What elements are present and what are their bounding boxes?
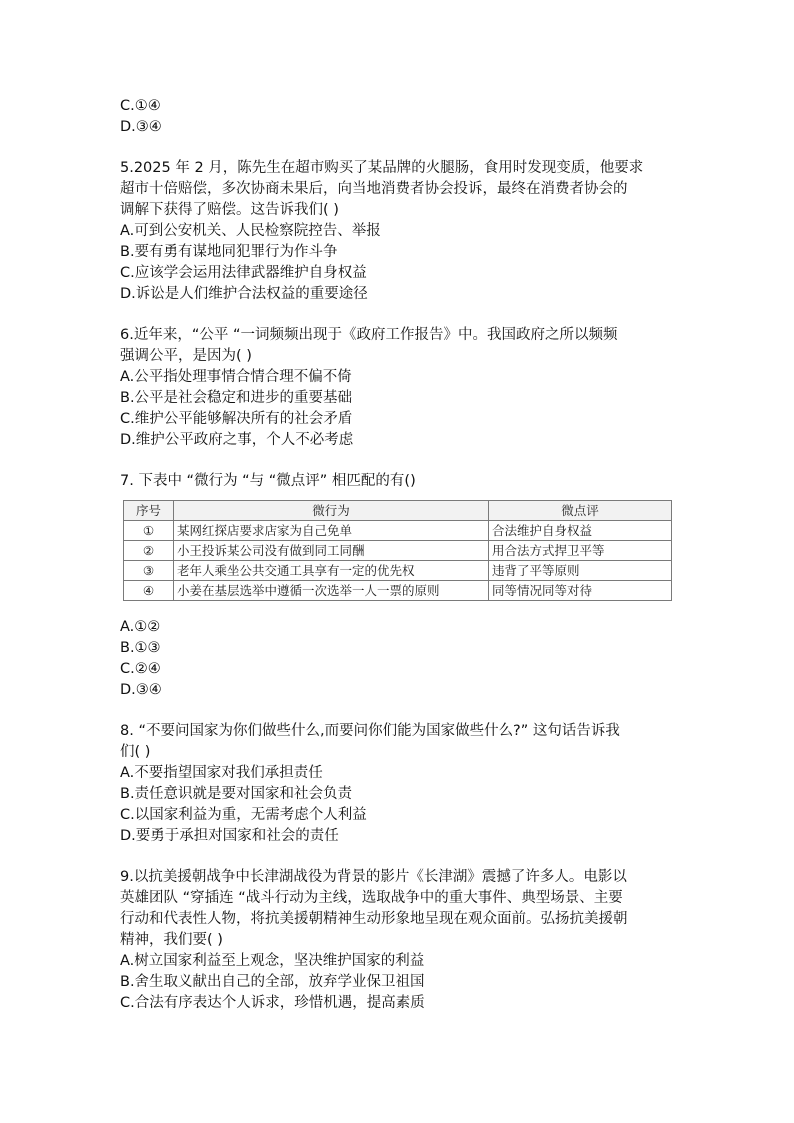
question-6-option-a: A.公平指处理事情合情合理不偏不倚	[120, 369, 352, 385]
question-9-option-c: C.合法有序表达个人诉求，珍惜机遇，提高素质	[120, 995, 425, 1011]
table-cell-behavior: 老年人乘坐公共交通工具享有一定的优先权	[174, 561, 489, 581]
table-cell-number: ①	[124, 521, 174, 541]
question-8-stem-line: 们( )	[120, 744, 151, 760]
table-cell-behavior: 小王投诉某公司没有做到同工同酬	[174, 541, 489, 561]
table-cell-comment: 合法维护自身权益	[489, 521, 672, 541]
table-cell-comment: 同等情况同等对待	[489, 581, 672, 601]
question-9-option-a: A.树立国家利益至上观念，坚决维护国家的利益	[120, 953, 425, 969]
question-6-stem-line: 强调公平，是因为( )	[120, 348, 252, 364]
question-8-stem-line: 8. “不要问国家为你们做些什么,而要问你们能为国家做些什么?” 这句话告诉我	[120, 723, 620, 739]
question-8-option-c: C.以国家利益为重，无需考虑个人利益	[120, 807, 367, 823]
question-5-stem-line: 超市十倍赔偿，多次协商未果后，向当地消费者协会投诉，最终在消费者协会的	[120, 181, 628, 197]
table-cell-number: ④	[124, 581, 174, 601]
table-cell-behavior: 小姜在基层选举中遵循一次选举一人一票的原则	[174, 581, 489, 601]
question-5-option-b: B.要有勇有谋地同犯罪行为作斗争	[120, 244, 338, 260]
option-d: D.③④	[120, 119, 162, 135]
question-5-option-a: A.可到公安机关、人民检察院控告、举报	[120, 223, 381, 239]
question-7-option-c: C.②④	[120, 661, 161, 677]
question-7-option-a: A.①②	[120, 619, 161, 635]
question-9-stem-line: 精神，我们要( )	[120, 932, 223, 948]
question-7-table	[123, 500, 672, 601]
question-5-stem-line: 调解下获得了赔偿。这告诉我们( )	[120, 202, 339, 218]
table-header-row	[124, 501, 672, 521]
question-9-option-b: B.舍生取义献出自己的全部，放弃学业保卫祖国	[120, 974, 425, 990]
question-9-stem-line: 9.以抗美援朝战争中长津湖战役为背景的影片《长津湖》震撼了许多人。电影以	[120, 869, 627, 885]
question-7-option-b: B.①③	[120, 640, 161, 656]
table-cell-number: ③	[124, 561, 174, 581]
question-8-option-b: B.责任意识就是要对国家和社会负责	[120, 786, 353, 802]
question-6-option-d: D.维护公平政府之事，个人不必考虑	[120, 432, 354, 448]
table-cell-behavior: 某网红探店要求店家为自己免单	[174, 521, 489, 541]
table-header-cell: 序号	[124, 501, 174, 521]
table-row	[124, 521, 672, 541]
question-5-stem-line: 5.2025 年 2 月，陈先生在超市购买了某品牌的火腿肠，食用时发现变质，他要求	[120, 160, 644, 176]
table-cell-comment: 违背了平等原则	[489, 561, 672, 581]
question-7-stem: 7. 下表中 “微行为 “与 “微点评” 相匹配的有()	[120, 473, 416, 489]
question-5-option-d: D.诉讼是人们维护合法权益的重要途径	[120, 286, 368, 302]
table-row	[124, 561, 672, 581]
question-7-option-d: D.③④	[120, 682, 162, 698]
table-header-cell: 微点评	[489, 501, 672, 521]
table-row	[124, 581, 672, 601]
option-c: C.①④	[120, 98, 161, 114]
question-6-option-b: B.公平是社会稳定和进步的重要基础	[120, 390, 353, 406]
question-5-option-c: C.应该学会运用法律武器维护自身权益	[120, 265, 367, 281]
question-8-option-d: D.要勇于承担对国家和社会的责任	[120, 828, 339, 844]
table-row	[124, 541, 672, 561]
question-9-stem-line: 行动和代表性人物，将抗美援朝精神生动形象地呈现在观众面前。弘扬抗美援朝	[120, 911, 628, 927]
question-6-option-c: C.维护公平能够解决所有的社会矛盾	[120, 411, 353, 427]
table-cell-comment: 用合法方式捍卫平等	[489, 541, 672, 561]
question-9-stem-line: 英雄团队 “穿插连 “战斗行动为主线，选取战争中的重大事件、典型场景、主要	[120, 890, 623, 906]
question-8-option-a: A.不要指望国家对我们承担责任	[120, 765, 323, 781]
question-6-stem-line: 6.近年来，“公平 “一词频频出现于《政府工作报告》中。我国政府之所以频频	[120, 327, 618, 343]
table-cell-number: ②	[124, 541, 174, 561]
table-header-cell: 微行为	[174, 501, 489, 521]
